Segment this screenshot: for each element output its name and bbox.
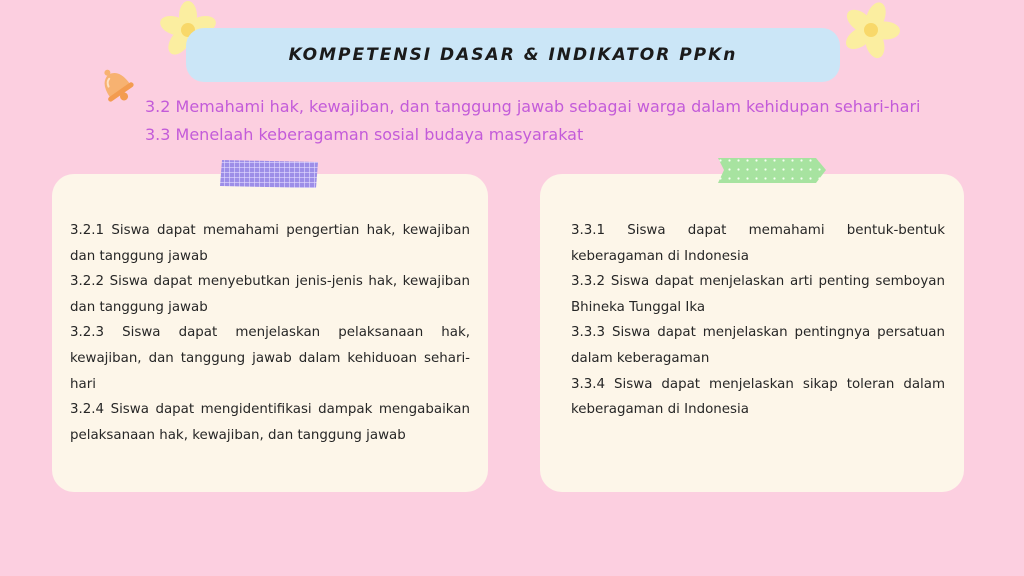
competency-3-2: 3.2 Memahami hak, kewajiban, dan tanggung jawab sebagai warga dalam kehidupan sehari-hari	[145, 97, 921, 116]
list-item: 3.2.4 Siswa dapat mengidentifikasi dampak mengabaikan pelaksanaan hak, kewajiban, dan tanggung jawab	[70, 402, 470, 443]
page-title: KOMPETENSI DASAR & INDIKATOR PPKn	[288, 45, 738, 65]
title-banner	[186, 28, 840, 82]
indicator-card-right	[540, 174, 964, 492]
bell-icon	[92, 62, 140, 108]
washi-tape-left	[220, 158, 320, 190]
washi-tape-right	[716, 156, 828, 186]
list-item: 3.2.2 Siswa dapat menyebutkan jenis-jenis hak, kewajiban dan tanggung jawab	[70, 274, 470, 315]
indicator-list-right	[571, 218, 945, 423]
indicator-card-left	[52, 174, 488, 492]
list-item: 3.2.3 Siswa dapat menjelaskan pelaksanaan hak, kewajiban, dan tanggung jawab dalam kehiduoan sehari-hari	[70, 325, 470, 392]
list-item: 3.3.4 Siswa dapat menjelaskan sikap toleran dalam keberagaman di Indonesia	[571, 376, 945, 418]
list-item: 3.2.1 Siswa dapat memahami pengertian hak, kewajiban dan tanggung jawab	[70, 223, 470, 264]
indicator-list-left	[70, 218, 470, 448]
list-item: 3.3.1 Siswa dapat memahami bentuk-bentuk keberagaman di Indonesia	[571, 223, 945, 264]
list-item: 3.3.3 Siswa dapat menjelaskan pentingnya persatuan dalam keberagaman	[571, 325, 945, 366]
list-item: 3.3.2 Siswa dapat menjelaskan arti penting semboyan Bhineka Tunggal Ika	[571, 274, 945, 315]
competency-3-3: 3.3 Menelaah keberagaman sosial budaya masyarakat	[145, 125, 584, 144]
daisy-flower-icon	[838, 0, 904, 60]
